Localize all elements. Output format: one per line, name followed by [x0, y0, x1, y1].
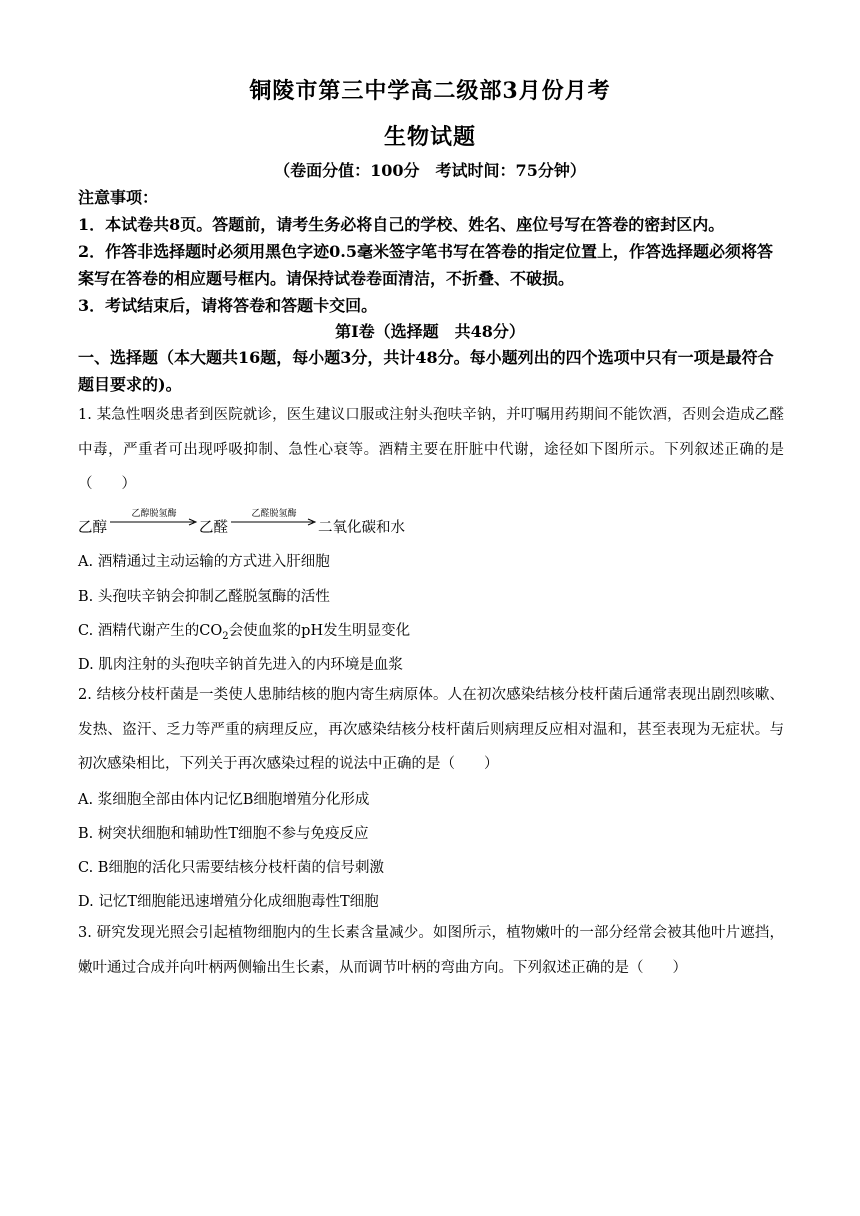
notice-item-3: 3．考试结束后，请将答卷和答题卡交回。: [78, 296, 378, 315]
question-3-stem: 3. 研究发现光照会引起植物细胞内的生长素含量减少。如图所示，植物嫩叶的一部分经常会被其他叶片遮挡，嫩叶通过合成并向叶柄两侧输出生长素，从而调节叶柄的弯曲方向。下列叙述正确的是（ ）: [78, 925, 784, 976]
q1-option-b: B. 头孢呋辛钠会抑制乙醛脱氢酶的活性: [78, 589, 330, 605]
exam-info: （卷面分值：100分 考试时间：75分钟）: [274, 161, 586, 180]
q1-option-c-text: C. 酒精代谢产生的CO: [78, 623, 223, 639]
q2-option-d: D. 记忆T细胞能迅速增殖分化成细胞毒性T细胞: [78, 894, 379, 910]
section-title: 第Ⅰ卷（选择题 共48分）: [335, 322, 525, 341]
q2-option-c: C. B细胞的活化只需要结核分枝杆菌的信号刺激: [78, 860, 384, 876]
q2-option-b: B. 树突状细胞和辅助性T细胞不参与免疫反应: [78, 826, 369, 842]
pathway-enzyme-1: 乙醇脱氢酶: [131, 509, 177, 519]
notice-heading: 注意事项：: [78, 188, 159, 207]
arrow-icon: [231, 518, 317, 526]
q1-option-c-subscript: 2: [222, 630, 229, 642]
section-instructions: 一、选择题（本大题共16题，每小题3分，共计48分。每小题列出的四个选项中只有一项是最符合题目要求的)。: [78, 348, 774, 394]
q1-option-a: A. 酒精通过主动运输的方式进入肝细胞: [78, 554, 330, 570]
question-1-stem: 1. 某急性咽炎患者到医院就诊，医生建议口服或注射头孢呋辛钠，并叮嘱用药期间不能饮酒，否则会造成乙醛中毒，严重者可出现呼吸抑制、急性心衰等。酒精主要在肝脏中代谢，途径如下图所示。下列叙述正确的是（ ）: [78, 407, 784, 492]
exam-subtitle: 生物试题: [383, 124, 476, 150]
pathway-node-ethanol: 乙醇: [78, 520, 107, 536]
q1-option-d: D. 肌肉注射的头孢呋辛钠首先进入的内环境是血浆: [78, 657, 403, 673]
notice-item-1: 1．本试卷共8页。答题前，请考生务必将自己的学校、姓名、座位号写在答卷的密封区内。: [78, 215, 725, 234]
question-2-stem: 2. 结核分枝杆菌是一类使人患肺结核的胞内寄生病原体。人在初次感染结核分枝杆菌后通常表现出剧烈咳嗽、发热、盗汗、乏力等严重的病理反应，再次感染结核分枝杆菌后则病理反应相对温和，甚至表现为无症状。与初次感染相比，下列关于再次感染过程的说法中正确的是（ ）: [78, 687, 784, 772]
notice-item-2: 2．作答非选择题时必须用黑色字迹0.5毫米签字笔书写在答卷的指定位置上，作答选择题必须将答案写在答卷的相应题号框内。请保持试卷卷面清洁，不折叠、不破损。: [78, 242, 773, 288]
pathway-node-acetaldehyde: 乙醛: [199, 520, 228, 536]
q1-option-c-text-2: 会使血浆的pH发生明显变化: [228, 623, 411, 639]
pathway-enzyme-2: 乙醛脱氢酶: [251, 509, 297, 519]
pathway-node-co2-water: 二氧化碳和水: [318, 520, 405, 536]
q2-option-a: A. 浆细胞全部由体内记忆B细胞增殖分化形成: [78, 792, 370, 808]
exam-title: 铜陵市第三中学高二级部3月份月考: [249, 78, 611, 104]
arrow-icon: [110, 518, 198, 526]
q1-option-c: [78, 619, 410, 642]
